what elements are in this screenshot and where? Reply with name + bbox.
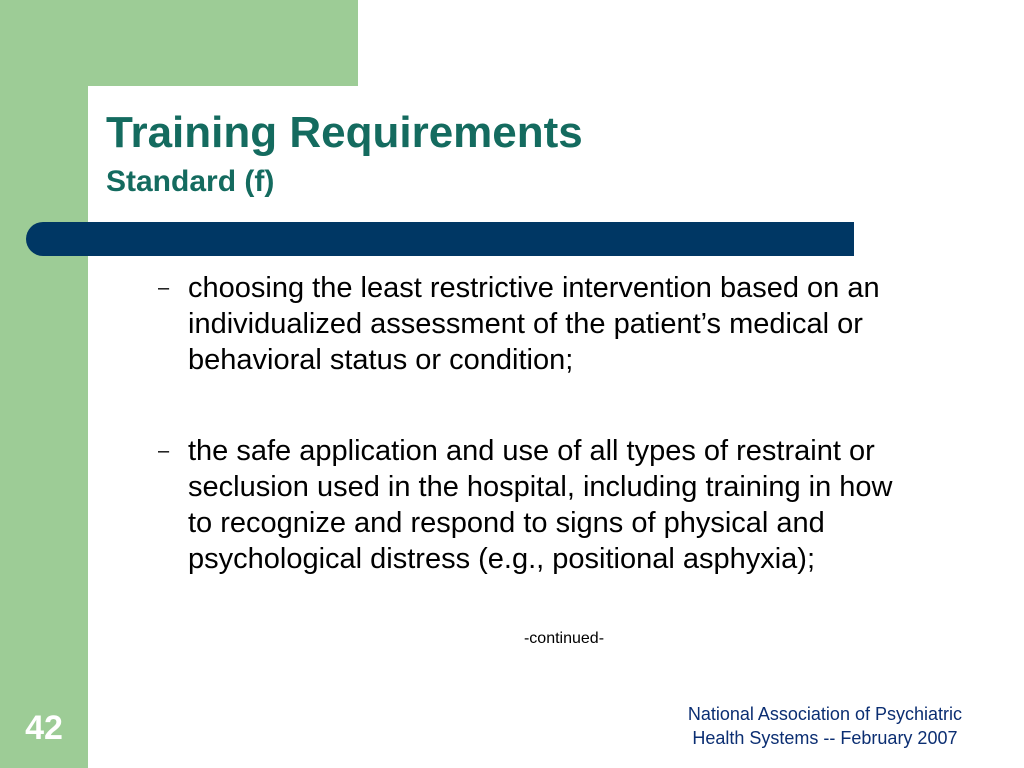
title-divider-bar <box>26 222 854 256</box>
slide-title: Training Requirements <box>106 108 583 157</box>
bullet-text: choosing the least restrictive intervention based on an individualized assessment of the patient’s medical or behavioral status or condition; <box>188 272 880 376</box>
top-green-block <box>0 0 358 86</box>
page-number: 42 <box>25 709 63 747</box>
dash-bullet-icon: – <box>158 440 170 462</box>
bullet-item <box>158 433 918 577</box>
bullet-item <box>158 270 918 378</box>
dash-bullet-icon: – <box>158 277 170 299</box>
footer-attribution <box>688 702 962 750</box>
left-green-band <box>0 0 88 768</box>
bullet-text: the safe application and use of all types of restraint or seclusion used in the hospital, including training in how to recognize and respond to signs of physical and psychological distress (e.g., positional asphyxia); <box>188 435 893 575</box>
slide-subtitle: Standard (f) <box>106 165 275 198</box>
footer-line-1: National Association of Psychiatric <box>687 704 962 724</box>
footer-line-2: Health Systems -- February 2007 <box>692 728 958 748</box>
continued-note: -continued- <box>523 630 605 647</box>
